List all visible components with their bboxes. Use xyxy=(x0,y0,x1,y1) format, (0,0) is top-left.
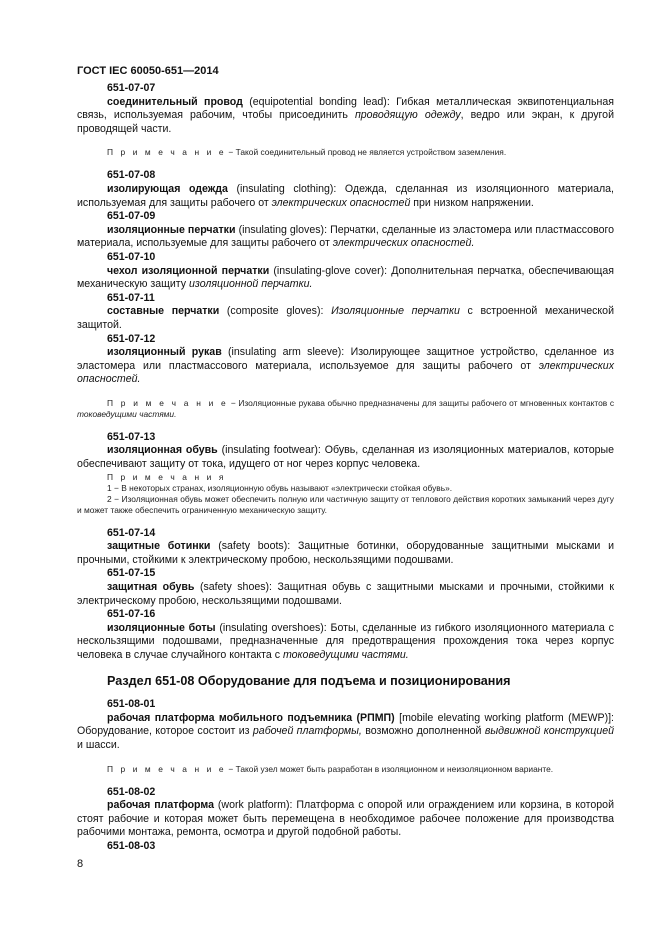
term-code: 651-07-13 xyxy=(107,430,156,443)
note-text: Такой узел может быть разработан в изоляционном и неизоляционном варианте. xyxy=(235,763,554,774)
term-entry xyxy=(77,581,614,608)
page-number: 8 xyxy=(77,858,84,870)
note: П р и м е ч а н и е − Такой соединительный провод не является устройством заземления. xyxy=(107,147,507,158)
term-entry xyxy=(77,96,614,137)
term-english: (safety shoes): xyxy=(199,581,272,594)
note-label: П р и м е ч а н и е xyxy=(107,397,229,408)
term-definition: Оборудование, которое состоит из рабочей платформы, возможно дополненной выдвижной конструкцией и шасси. xyxy=(77,725,614,751)
note-item: 2 − Изоляционная обувь может обеспечить полную или частичную защиту от теплового действия коротких замыканий через дугу и может также обеспечить ограниченную механическую защиту. xyxy=(77,493,614,515)
term-name: рабочая платформа xyxy=(107,799,214,812)
term-name: защитная обувь xyxy=(107,581,195,594)
term-entry xyxy=(77,799,614,840)
term-code: 651-07-10 xyxy=(107,250,156,263)
term-entry xyxy=(77,305,614,332)
term-entry xyxy=(77,183,614,210)
term-entry xyxy=(77,265,614,292)
term-entry xyxy=(77,346,614,387)
term-definition: Гибкая металлическая эквипотенциальная связь, используемая рабочим, чтобы присоединить проводящую одежду, ведро или экран, к другой проводящей части. xyxy=(77,95,614,135)
term-name: чехол изоляционной перчатки xyxy=(107,264,270,277)
term-english: (composite gloves): xyxy=(226,305,324,318)
term-definition: Обувь, сделанная из изоляционных материалов, которые обеспечивают защиту от тока, идущего от ног через корпус человека. xyxy=(77,444,615,471)
term-definition: Защитные ботинки, оборудованные защитными мысками и прочными, стойкими к электрическому пробою, нескользящими подошвами. xyxy=(77,540,614,566)
term-name: изоляционные боты xyxy=(107,621,216,634)
term-english: [mobile elevating working platform (MEWP)]: xyxy=(399,711,614,724)
term-name: составные перчатки xyxy=(107,305,220,318)
term-english: (insulating overshoes): xyxy=(219,621,327,634)
notes-label-text: П р и м е ч а н и я xyxy=(107,471,226,482)
term-name: рабочая платформа мобильного подъемника (РПМП) xyxy=(107,711,395,724)
term-english: (insulating-glove cover): xyxy=(273,264,388,277)
term-definition: Боты, сделанные из гибкого изоляционного материала с нескользящими подошвами, предназначенные для предотвращения прохождения тока через корпус человека в случае случайного контакта с токоведущими частями. xyxy=(77,621,614,661)
term-english: (insulating gloves): xyxy=(238,223,328,236)
term-code: 651-07-14 xyxy=(107,526,156,539)
term-code: 651-07-15 xyxy=(107,567,156,580)
term-english: (safety boots): xyxy=(218,540,291,553)
note-text: Изоляционные рукава обычно предназначены для защиты рабочего от мгновенных контактов с токоведущими частями. xyxy=(77,397,615,419)
term-definition: Изоляционные перчатки с встроенной механической защитой. xyxy=(77,305,614,331)
notes-label xyxy=(77,472,614,483)
term-english: (insulating arm sleeve): xyxy=(228,346,345,359)
term-code: 651-08-02 xyxy=(107,785,156,798)
term-definition: Дополнительная перчатка, обеспечивающая механическую защиту изоляционной перчатки. xyxy=(77,264,614,291)
term-code: 651-07-07 xyxy=(107,82,156,94)
term-definition: Перчатки, сделанные из эластомера или пластмассового материала, используемые для защиты рабочего от электрических опасностей. xyxy=(77,223,614,250)
document-header: ГОСТ IEC 60050-651—2014 xyxy=(77,65,219,77)
term-english: (insulating clothing): xyxy=(236,182,337,195)
term-code: 651-07-09 xyxy=(107,210,156,223)
term-name: изоляционные перчатки xyxy=(107,223,236,236)
term-code: 651-08-03 xyxy=(107,839,156,852)
note: П р и м е ч а н и е − Изоляционные рукава обычно предназначены для защиты рабочего от мгновенных контактов с токоведущими частями. xyxy=(77,397,615,419)
term-code: 651-07-11 xyxy=(107,291,155,304)
term-definition: Защитная обувь с защитными мысками и прочными, стойкими к электрическому пробою, нескользящими подошвами. xyxy=(77,581,614,607)
note: П р и м е ч а н и е − Такой узел может быть разработан в изоляционном и неизоляционном варианте. xyxy=(107,763,554,774)
term-english: (work platform): xyxy=(217,799,293,812)
note-text: Такой соединительный провод не является устройством заземления. xyxy=(235,147,507,158)
term-code: 651-08-01 xyxy=(107,698,156,711)
section-title: Раздел 651-08 Оборудование для подъема и позиционирования xyxy=(107,673,511,688)
note-item: 1 − В некоторых странах, изоляционную обувь называют «электрически стойкая обувь». xyxy=(107,482,453,493)
term-entry xyxy=(77,622,614,663)
note-label: П р и м е ч а н и е xyxy=(107,763,227,774)
term-english: (insulating footwear): xyxy=(221,444,321,457)
page-content xyxy=(77,82,614,854)
term-definition: Изолирующее защитное устройство, сделанное из эластомера или пластмассового материала, используемое для защиты рабочего от электрических опасностей. xyxy=(77,346,615,386)
term-code: 651-07-08 xyxy=(107,169,156,182)
term-entry xyxy=(77,444,614,471)
note-label: П р и м е ч а н и е xyxy=(107,147,227,158)
term-entry xyxy=(77,712,614,753)
term-definition: Платформа с опорой или ограждением или корзина, в которой стоят рабочие и которая может быть перемещена в необходимое рабочее положение для производства рабочими монтажа, ремонта, осмотра и другой подобной работы. xyxy=(77,799,614,839)
term-code: 651-07-12 xyxy=(107,332,156,345)
term-name: изолирующая одежда xyxy=(107,182,228,195)
term-name: изоляционная обувь xyxy=(107,444,218,457)
term-english: (equipotential bonding lead): xyxy=(249,95,390,108)
term-name: изоляционный рукав xyxy=(107,346,222,359)
term-definition: Одежда, сделанная из изоляционного материала, используемая для защиты рабочего от электрических опасностей при низком напряжении. xyxy=(77,182,614,209)
term-name: соединительный провод xyxy=(107,95,243,108)
term-entry xyxy=(77,540,614,567)
term-code: 651-07-16 xyxy=(107,608,156,621)
term-name: защитные ботинки xyxy=(107,540,211,553)
term-entry xyxy=(77,224,614,251)
